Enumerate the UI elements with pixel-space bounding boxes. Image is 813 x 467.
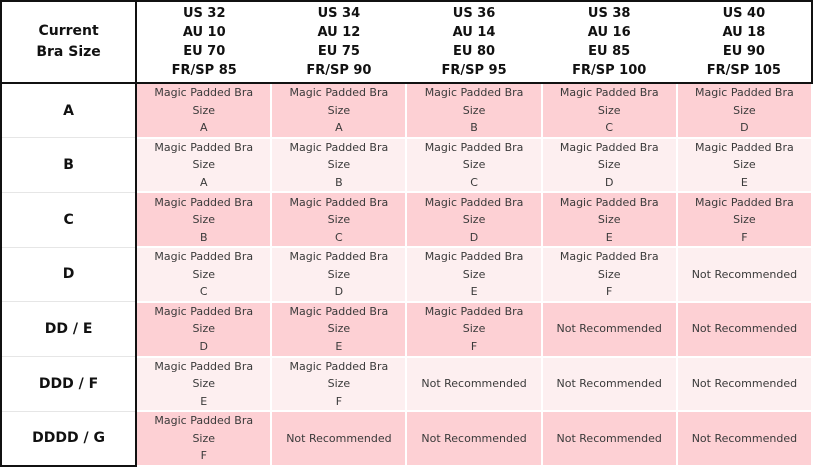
- cell-text: Not Recommended: [556, 322, 662, 336]
- recommended-size-value: C: [335, 230, 343, 244]
- recommended-size-cell: [406, 83, 541, 138]
- recommended-size-cell: [406, 138, 541, 193]
- recommended-size-value: E: [470, 285, 478, 299]
- recommended-size-cell: [406, 247, 541, 302]
- table-row: [1, 138, 812, 193]
- cell-text: Not Recommended: [421, 377, 527, 391]
- recommended-size-value: E: [740, 175, 748, 189]
- product-size-word: Size: [733, 213, 756, 226]
- recommended-size-cell: [271, 302, 406, 357]
- recommended-size-value: D: [469, 230, 479, 244]
- product-name: Magic Padded Bra: [424, 304, 524, 318]
- product-size-word: Size: [327, 322, 351, 336]
- recommended-size-cell: [406, 302, 541, 357]
- product-name: Magic Padded Bra: [289, 86, 389, 100]
- recommended-size-value: B: [470, 121, 478, 135]
- recommended-size-cell: [271, 357, 406, 412]
- product-name: Magic Padded Bra: [289, 304, 389, 318]
- product-size-word: Size: [733, 103, 756, 117]
- recommended-size-cell: [542, 83, 677, 138]
- cell-text: Not Recommended: [556, 377, 662, 391]
- product-name: Magic Padded Bra: [424, 250, 524, 264]
- cell-text: Not Recommended: [691, 267, 798, 281]
- recommended-size-cell: [136, 83, 271, 138]
- product-size-word: Size: [462, 322, 486, 336]
- product-name: Magic Padded Bra: [154, 195, 254, 209]
- recommended-size-value: A: [199, 121, 208, 135]
- current-size-label: D: [1, 247, 136, 302]
- recommended-size-cell: [136, 411, 271, 466]
- recommended-size-value: D: [334, 285, 344, 299]
- not-recommended-cell: [406, 357, 541, 412]
- recommended-size-value: D: [604, 175, 614, 189]
- recommended-size-value: C: [470, 175, 478, 189]
- product-size-word: Size: [597, 158, 621, 172]
- product-size-word: Size: [192, 267, 216, 281]
- product-name: Magic Padded Bra: [424, 195, 524, 209]
- recommended-size-value: C: [605, 121, 614, 135]
- not-recommended-cell: [677, 411, 812, 466]
- product-size-word: Size: [192, 431, 216, 445]
- not-recommended-cell: [271, 411, 406, 466]
- recommended-size-value: E: [200, 394, 208, 408]
- product-name: Magic Padded Bra: [289, 195, 389, 209]
- size-column-header: US 34 AU 12 EU 75 FR/SP 90: [271, 1, 406, 83]
- size-chart-body: [1, 83, 812, 466]
- product-name: Magic Padded Bra: [154, 359, 254, 373]
- cell-text: Not Recommended: [286, 431, 392, 445]
- recommended-size-value: F: [741, 230, 748, 244]
- current-size-label: DD / E: [1, 302, 136, 357]
- recommended-size-value: F: [470, 339, 478, 353]
- recommended-size-value: F: [200, 449, 207, 463]
- product-size-word: Size: [733, 158, 756, 172]
- recommended-size-cell: [136, 357, 271, 412]
- product-name: Magic Padded Bra: [559, 250, 659, 264]
- current-size-label: DDD / F: [1, 357, 136, 412]
- cell-text: Not Recommended: [421, 431, 527, 445]
- table-row: [1, 247, 812, 302]
- recommended-size-value: A: [199, 175, 208, 189]
- recommended-size-value: C: [199, 285, 208, 299]
- product-name: Magic Padded Bra: [424, 86, 524, 100]
- product-name: Magic Padded Bra: [289, 140, 389, 154]
- table-row: [1, 302, 812, 357]
- current-bra-size-header: Current Bra Size: [1, 1, 136, 83]
- recommended-size-cell: [271, 192, 406, 247]
- cell-text: Not Recommended: [691, 322, 798, 336]
- cell-text: Not Recommended: [691, 377, 798, 391]
- recommended-size-cell: [542, 247, 677, 302]
- current-size-label: DDDD / G: [1, 411, 136, 466]
- product-size-word: Size: [192, 158, 216, 172]
- product-size-word: Size: [462, 158, 486, 172]
- header-row: [1, 1, 812, 83]
- recommended-size-value: D: [740, 121, 749, 135]
- not-recommended-cell: [542, 357, 677, 412]
- product-size-word: Size: [327, 377, 351, 391]
- not-recommended-cell: [677, 302, 812, 357]
- size-column-header: US 40 AU 18 EU 90 FR/SP 105: [677, 1, 812, 83]
- recommended-size-cell: [542, 138, 677, 193]
- not-recommended-cell: [542, 302, 677, 357]
- product-name: Magic Padded Bra: [695, 195, 794, 209]
- table-row: [1, 192, 812, 247]
- current-size-label: A: [1, 83, 136, 138]
- current-size-label: B: [1, 138, 136, 193]
- product-size-word: Size: [192, 103, 216, 117]
- cell-text: Not Recommended: [691, 431, 798, 445]
- recommended-size-value: A: [335, 121, 343, 135]
- size-column-header: US 32 AU 10 EU 70 FR/SP 85: [136, 1, 271, 83]
- product-size-word: Size: [597, 103, 621, 117]
- product-name: Magic Padded Bra: [289, 359, 389, 373]
- product-size-word: Size: [462, 213, 486, 226]
- product-name: Magic Padded Bra: [424, 140, 524, 154]
- recommended-size-cell: [271, 247, 406, 302]
- product-size-word: Size: [327, 267, 351, 281]
- product-size-word: Size: [327, 103, 351, 117]
- recommended-size-value: B: [199, 230, 208, 244]
- not-recommended-cell: [677, 357, 812, 412]
- not-recommended-cell: [542, 411, 677, 466]
- cell-text: Not Recommended: [556, 431, 662, 445]
- product-size-word: Size: [597, 267, 621, 281]
- product-size-word: Size: [462, 103, 486, 117]
- not-recommended-cell: [406, 411, 541, 466]
- table-row: [1, 83, 812, 138]
- recommended-size-value: E: [605, 230, 613, 244]
- recommended-size-cell: [542, 192, 677, 247]
- recommended-size-cell: [136, 192, 271, 247]
- recommended-size-value: F: [606, 285, 613, 299]
- recommended-size-cell: [406, 192, 541, 247]
- product-name: Magic Padded Bra: [154, 86, 254, 100]
- recommended-size-cell: [136, 247, 271, 302]
- recommended-size-cell: [271, 138, 406, 193]
- recommended-size-cell: [136, 138, 271, 193]
- product-size-word: Size: [462, 267, 486, 281]
- recommended-size-cell: [677, 192, 812, 247]
- recommended-size-value: B: [335, 175, 343, 189]
- product-size-word: Size: [327, 213, 351, 226]
- product-size-word: Size: [192, 377, 216, 391]
- recommended-size-cell: [677, 138, 812, 193]
- product-name: Magic Padded Bra: [559, 195, 659, 209]
- size-column-header: US 36 AU 14 EU 80 FR/SP 95: [406, 1, 541, 83]
- recommended-size-cell: [677, 83, 812, 138]
- product-size-word: Size: [192, 213, 216, 226]
- recommended-size-cell: [271, 83, 406, 138]
- current-size-label: C: [1, 192, 136, 247]
- product-name: Magic Padded Bra: [695, 140, 794, 154]
- table-row: [1, 411, 812, 466]
- product-name: Magic Padded Bra: [154, 414, 254, 428]
- size-column-header: US 38 AU 16 EU 85 FR/SP 100: [542, 1, 677, 83]
- product-name: Magic Padded Bra: [695, 86, 794, 100]
- product-name: Magic Padded Bra: [559, 86, 659, 100]
- product-size-word: Size: [597, 213, 621, 226]
- product-size-word: Size: [192, 322, 216, 336]
- product-size-word: Size: [327, 158, 351, 172]
- not-recommended-cell: [677, 247, 812, 302]
- recommended-size-value: E: [335, 339, 343, 353]
- product-name: Magic Padded Bra: [559, 140, 659, 154]
- recommended-size-value: D: [199, 339, 208, 353]
- recommended-size-cell: [136, 302, 271, 357]
- table-row: [1, 357, 812, 412]
- product-name: Magic Padded Bra: [289, 250, 389, 264]
- product-name: Magic Padded Bra: [154, 304, 254, 318]
- recommended-size-value: F: [335, 394, 343, 408]
- product-name: Magic Padded Bra: [154, 140, 254, 154]
- product-name: Magic Padded Bra: [154, 250, 254, 264]
